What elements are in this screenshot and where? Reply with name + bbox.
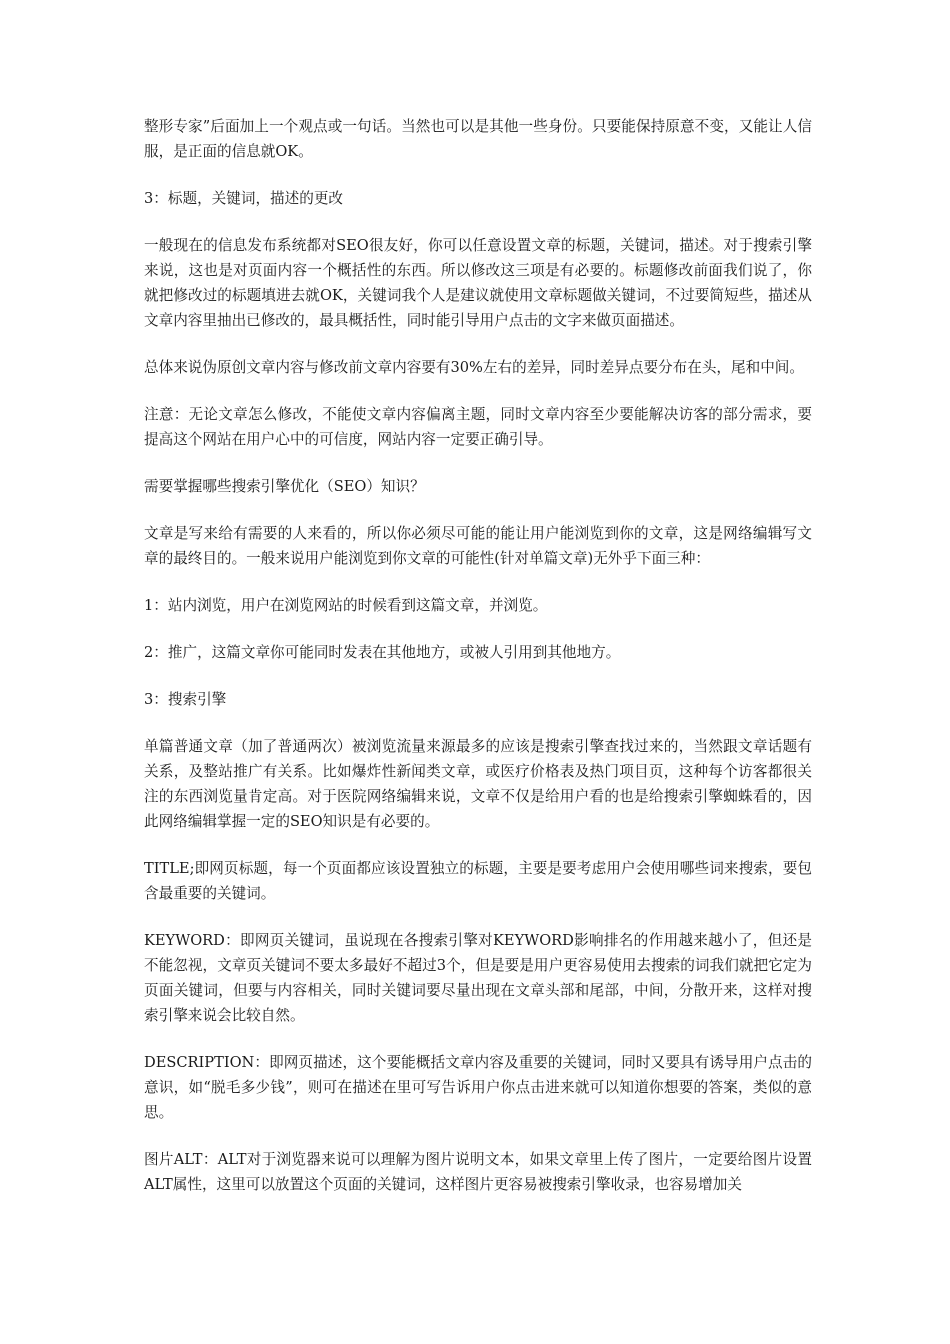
paragraph-difference-summary: 总体来说伪原创文章内容与修改前文章内容要有30%左右的差异，同时差异点要分布在头，尾和中间。 bbox=[144, 359, 804, 376]
list-item-site-browsing: 1：站内浏览，用户在浏览网站的时候看到这篇文章，并浏览。 bbox=[144, 597, 548, 614]
paragraph-cms-seo: 一般现在的信息发布系统都对SEO很友好，你可以任意设置文章的标题，关键词，描述。对于搜索引擎来说，这也是对页面内容一个概括性的东西。所以修改这三项是有必要的。标题修改前面我们说了，你就把修改过的标题填进去就OK，关键词我个人是建议就使用文章标题做关键词，不过要简短些，描述从文章内容里抽出已修改的，最具概括性，同时能引导用户点击的文字来做页面描述。 bbox=[144, 237, 812, 329]
paragraph-description-tag: DESCRIPTION：即网页描述，这个要能概括文章内容及重要的关键词，同时又要具有诱导用户点击的意识，如“脱毛多少钱”，则可在描述在里可写告诉用户你点击进来就可以知道你想要的答案，类似的意思。 bbox=[144, 1054, 812, 1121]
paragraph-image-alt: 图片ALT：ALT对于浏览器来说可以理解为图片说明文本，如果文章里上传了图片，一定要给图片设置ALT属性，这里可以放置这个页面的关键词，这样图片更容易被搜索引擎收录，也容易增加关 bbox=[144, 1151, 812, 1193]
paragraph-traffic-source: 单篇普通文章（加了普通两次）被浏览流量来源最多的应该是搜索引擎查找过来的，当然跟文章话题有关系，及整站推广有关系。比如爆炸性新闻类文章，或医疗价格表及热门项目页，这种每个访客都很关注的东西浏览量肯定高。对于医院网络编辑来说，文章不仅是给用户看的也是给搜索引擎蜘蛛看的，因此网络编辑掌握一定的SEO知识是有必要的。 bbox=[144, 738, 812, 830]
paragraph-title-tag: TITLE;即网页标题，每一个页面都应该设置独立的标题，主要是要考虑用户会使用哪些词来搜索，要包含最重要的关键词。 bbox=[144, 860, 812, 902]
list-item-search-engine: 3：搜索引擎 bbox=[144, 691, 227, 708]
section-heading-seo-knowledge: 需要掌握哪些搜索引擎优化（SEO）知识？ bbox=[144, 478, 425, 495]
paragraph-keyword-tag: KEYWORD：即网页关键词，虽说现在各搜索引擎对KEYWORD影响排名的作用越来越小了，但还是不能忽视，文章页关键词不要太多最好不超过3个，但是要是用户更容易使用去搜索的词我们就把它定为页面关键词，但要与内容相关，同时关键词要尽量出现在文章头部和尾部，中间，分散开来，这样对搜索引擎来说会比较自然。 bbox=[144, 932, 812, 1024]
document-page bbox=[144, 114, 812, 1219]
section-heading-title-keyword-description: 3：标题，关键词，描述的更改 bbox=[144, 190, 344, 207]
paragraph-intro-tail: 整形专家”后面加上一个观点或一句话。当然也可以是其他一些身份。只要能保持原意不变，又能让人信服，是正面的信息就OK。 bbox=[144, 118, 812, 160]
paragraph-note: 注意：无论文章怎么修改，不能使文章内容偏离主题，同时文章内容至少要能解决访客的部分需求，要提高这个网站在用户心中的可信度，网站内容一定要正确引导。 bbox=[144, 406, 812, 448]
paragraph-article-purpose: 文章是写来给有需要的人来看的，所以你必须尽可能的能让用户能浏览到你的文章，这是网络编辑写文章的最终目的。一般来说用户能浏览到你文章的可能性(针对单篇文章)无外乎下面三种： bbox=[144, 525, 812, 567]
list-item-promotion: 2：推广，这篇文章你可能同时发表在其他地方，或被人引用到其他地方。 bbox=[144, 644, 621, 661]
